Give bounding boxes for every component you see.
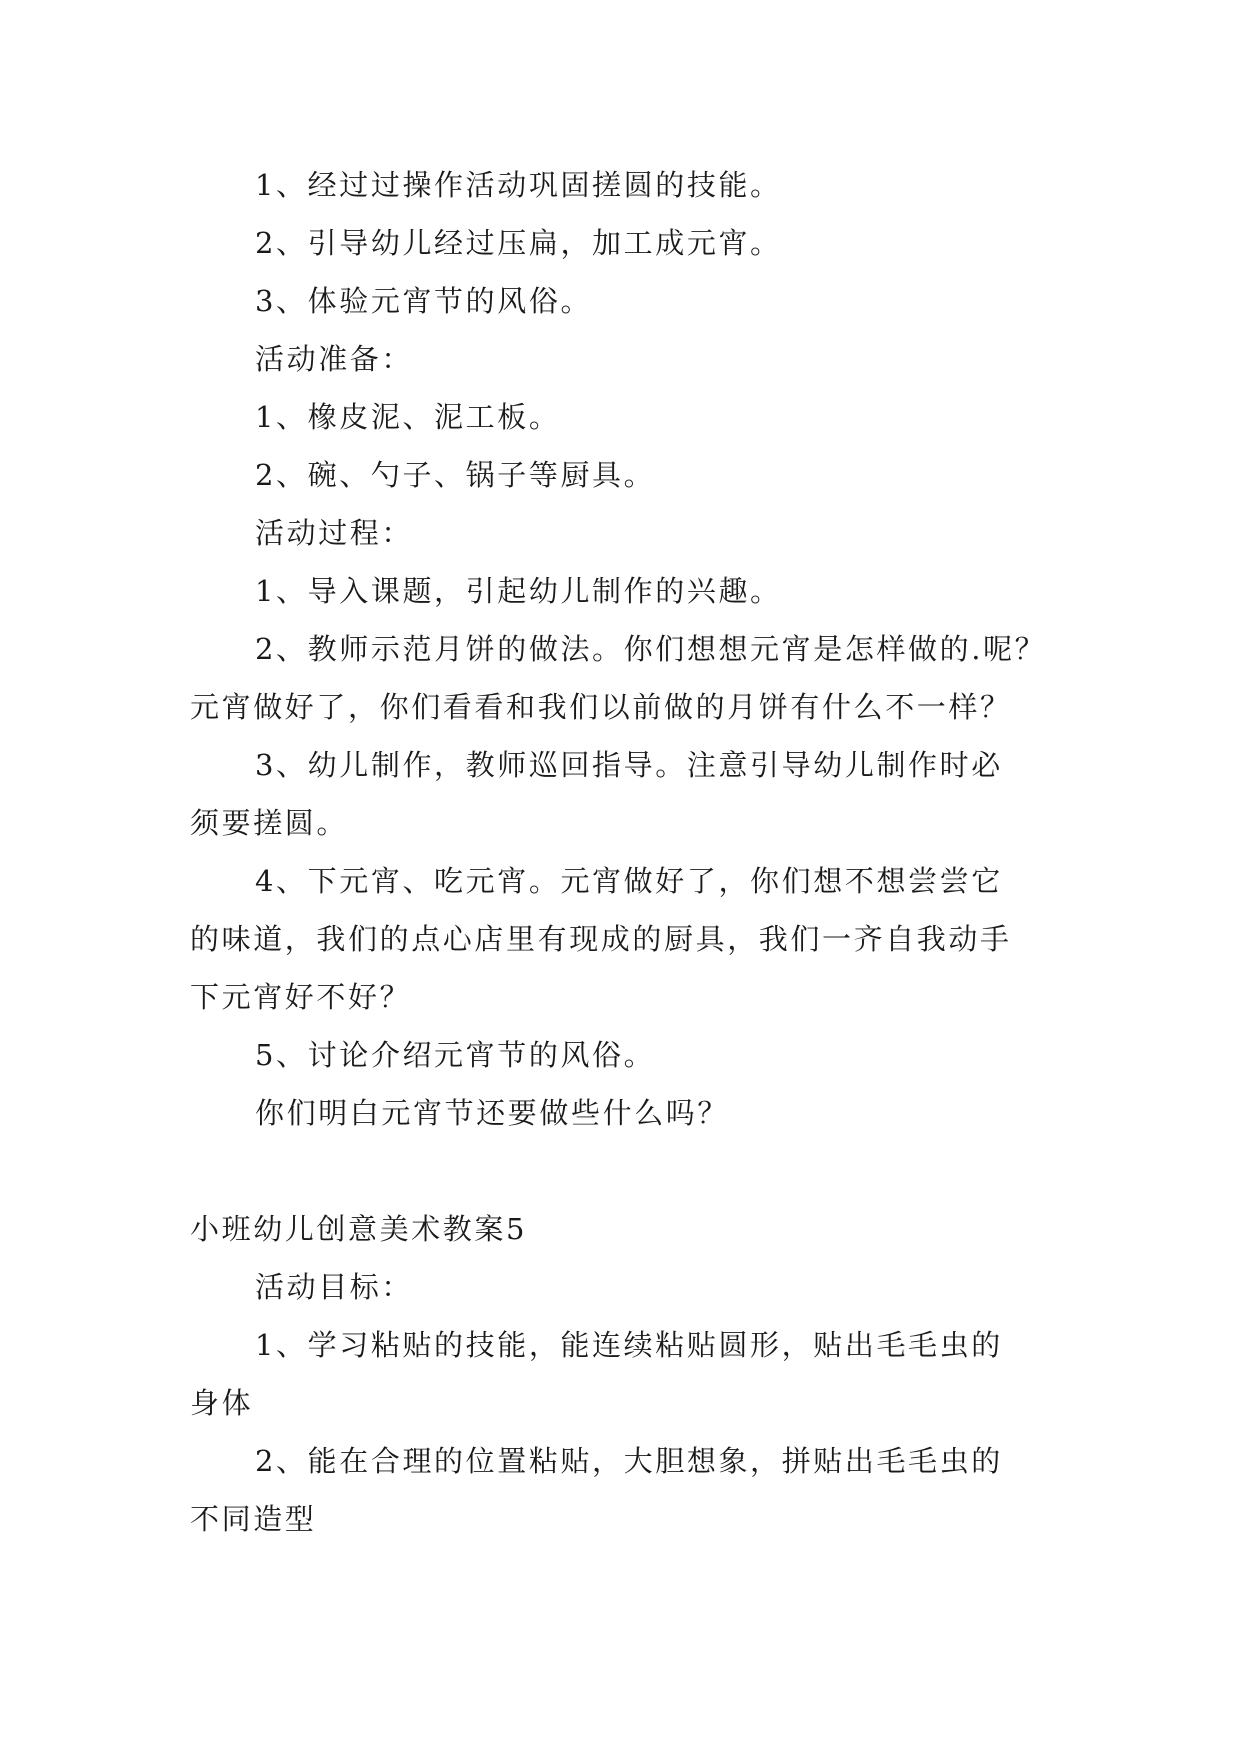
section-heading-goals: 活动目标： (255, 1270, 414, 1304)
process-step-4-line-1: 4、下元宵、吃元宵。元宵做好了，你们想不想尝尝它 (255, 864, 1003, 898)
preparation-item-1: 1、橡皮泥、泥工板。 (255, 400, 561, 434)
goal-item-3: 3、体验元宵节的风俗。 (255, 284, 593, 318)
process-step-4-line-2: 的味道，我们的点心店里有现成的厨具，我们一齐自我动手 (190, 922, 1012, 956)
process-step-4-line-3: 下元宵好不好？ (190, 980, 412, 1014)
goal5-item-2-line-1: 2、能在合理的位置粘贴，大胆想象，拼贴出毛毛虫的 (255, 1444, 1003, 1478)
lesson-title: 小班幼儿创意美术教案5 (190, 1212, 528, 1246)
process-step-2-line-1: 2、教师示范月饼的做法。你们想想元宵是怎样做的.呢？ (255, 632, 1047, 666)
goal-item-1: 1、经过过操作活动巩固搓圆的技能。 (255, 168, 782, 202)
goal5-item-1-line-2: 身体 (190, 1386, 254, 1420)
process-question: 你们明白元宵节还要做些什么吗？ (255, 1096, 730, 1130)
process-step-1: 1、导入课题，引起幼儿制作的兴趣。 (255, 574, 782, 608)
section-heading-preparation: 活动准备： (255, 342, 414, 376)
process-step-3-line-2: 须要搓圆。 (190, 806, 349, 840)
goal-item-2: 2、引导幼儿经过压扁，加工成元宵。 (255, 226, 782, 260)
process-step-3-line-1: 3、幼儿制作，教师巡回指导。注意引导幼儿制作时必 (255, 748, 1003, 782)
process-step-2-line-2: 元宵做好了，你们看看和我们以前做的月饼有什么不一样？ (190, 690, 1012, 724)
goal5-item-1-line-1: 1、学习粘贴的技能，能连续粘贴圆形，贴出毛毛虫的 (255, 1328, 1003, 1362)
goal5-item-2-line-2: 不同造型 (190, 1502, 317, 1536)
process-step-5: 5、讨论介绍元宵节的风俗。 (255, 1038, 656, 1072)
preparation-item-2: 2、碗、勺子、锅子等厨具。 (255, 458, 656, 492)
section-heading-process: 活动过程： (255, 516, 414, 550)
